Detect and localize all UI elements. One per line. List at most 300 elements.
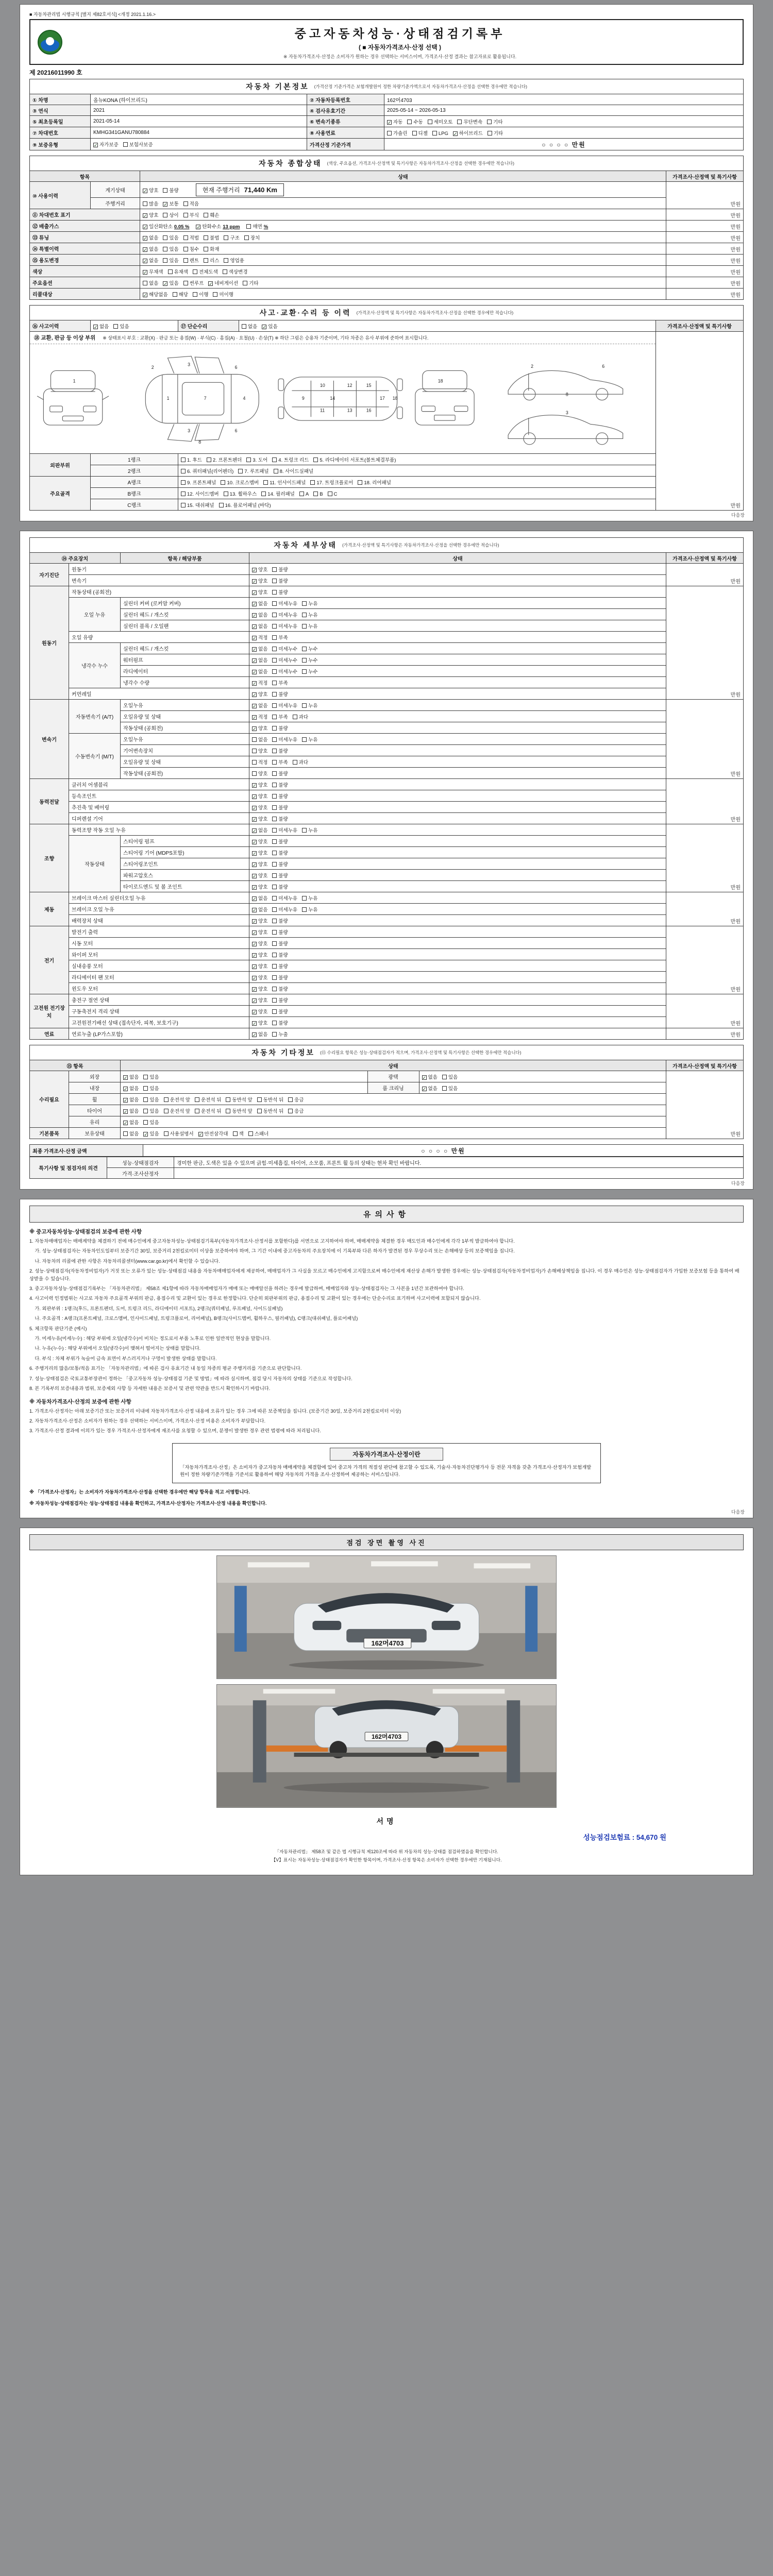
checkbox-B[interactable] <box>313 492 318 496</box>
notice-line: 나. 누유(누수) : 해당 부위에서 오일(냉각수)이 맺혀서 떨어지는 상태를 말합니다. <box>29 1346 201 1351</box>
checkbox-디젤[interactable] <box>412 131 417 135</box>
checkbox-양호[interactable]: ✓ <box>253 885 257 890</box>
checkbox-누유[interactable] <box>302 896 307 901</box>
checkbox-불량[interactable] <box>272 851 277 855</box>
checkbox-누출[interactable] <box>272 1032 277 1037</box>
header-cell <box>121 1060 666 1071</box>
checkbox-미세누수[interactable] <box>272 658 277 663</box>
checkbox-label: 해당없음 <box>149 292 168 298</box>
checkbox-불법[interactable] <box>204 235 208 240</box>
checkbox-장치[interactable] <box>244 235 249 240</box>
checkbox-무채색[interactable]: ✓ <box>143 269 147 275</box>
checkbox-2. 프론트펜더[interactable] <box>207 457 211 462</box>
checkbox-있음[interactable] <box>143 1109 148 1113</box>
diagram-part-number: 1 <box>73 378 76 384</box>
checkbox-15. 대쉬패널[interactable] <box>181 503 186 507</box>
checkbox-불량[interactable] <box>272 919 277 923</box>
checkbox-17. 트렁크플로어[interactable] <box>310 480 315 485</box>
checkbox-없음[interactable]: ✓ <box>253 613 257 618</box>
table-row <box>30 1145 744 1157</box>
checkbox-label: 없음 <box>258 1031 268 1038</box>
checkbox-11. 인사이드패널[interactable] <box>263 480 268 485</box>
checkbox-있음[interactable]: ✓ <box>163 281 167 286</box>
checkbox-있음[interactable] <box>113 324 118 329</box>
checkbox-누유[interactable] <box>302 828 307 833</box>
checkbox-스패너[interactable] <box>248 1131 253 1136</box>
checkbox-4. 트렁크 리드[interactable] <box>272 457 277 462</box>
checkbox-미세누유[interactable] <box>272 907 277 912</box>
checkbox-option <box>252 770 267 777</box>
checkbox-불량[interactable] <box>272 941 277 946</box>
checkbox-18. 리어패널[interactable] <box>358 480 362 485</box>
checkbox-미세누유[interactable] <box>272 737 277 742</box>
checkbox-option <box>252 1008 267 1015</box>
table-row <box>30 182 744 198</box>
table-row <box>30 127 744 139</box>
checkbox-8. 사이드실패널[interactable] <box>274 469 278 473</box>
cell-text: 만원 <box>730 235 741 242</box>
checkbox-불량[interactable] <box>272 964 277 969</box>
cell <box>307 116 384 127</box>
table-row <box>30 477 744 488</box>
checkbox-자동[interactable]: ✓ <box>388 120 392 125</box>
checkbox-있음[interactable] <box>163 235 167 240</box>
checkbox-미세누유[interactable] <box>272 828 277 833</box>
checkbox-불량[interactable] <box>272 873 277 878</box>
checkbox-양호[interactable]: ✓ <box>143 188 147 194</box>
checkbox-label: 운전석 앞 <box>170 1108 191 1114</box>
checkbox-부족[interactable] <box>272 760 277 765</box>
checkbox-누수[interactable] <box>302 647 307 651</box>
table-row <box>30 949 744 960</box>
checkbox-세미오토[interactable] <box>428 120 432 124</box>
table-row <box>30 221 744 232</box>
checkbox-5. 라디에이터 서포트(볼트체결부품)[interactable] <box>313 457 318 462</box>
cell <box>30 564 69 586</box>
checkbox-option <box>163 279 178 286</box>
checkbox-있음[interactable]: ✓ <box>262 324 266 330</box>
checkbox-양호[interactable]: ✓ <box>253 919 257 924</box>
checkbox-없음[interactable]: ✓ <box>253 669 257 675</box>
checkbox-기타[interactable] <box>243 281 247 285</box>
checkbox-부족[interactable] <box>272 681 277 685</box>
checkbox-없음[interactable]: ✓ <box>253 624 257 630</box>
table-row <box>30 643 744 654</box>
checkbox-리스[interactable] <box>204 258 208 263</box>
cell <box>666 700 744 779</box>
checkbox-없음[interactable]: ✓ <box>422 1075 427 1080</box>
checkbox-label: 없음 <box>258 669 268 675</box>
checkbox-양호[interactable]: ✓ <box>253 873 257 879</box>
checkbox-사용설명서[interactable] <box>164 1131 169 1136</box>
checkbox-양호[interactable]: ✓ <box>253 975 257 981</box>
checkbox-cell <box>249 858 666 870</box>
checkbox-option <box>181 456 202 463</box>
checkbox-탄화수소[interactable]: ✓ <box>196 224 201 230</box>
checkbox-기타[interactable] <box>487 120 492 124</box>
checkbox-없음[interactable] <box>123 1131 128 1136</box>
checkbox-양호[interactable]: ✓ <box>253 726 257 732</box>
checkbox-이행[interactable] <box>193 292 197 297</box>
checkbox-동반석 앞[interactable] <box>226 1109 230 1113</box>
checkbox-없음[interactable]: ✓ <box>124 1075 128 1080</box>
checkbox-7. 루프패널[interactable] <box>238 469 243 473</box>
cell <box>30 1028 69 1040</box>
checkbox-동반석 뒤[interactable] <box>257 1097 262 1102</box>
cell-text: 주행거리 <box>105 201 125 207</box>
checkbox-1. 후드[interactable] <box>181 457 186 462</box>
checkbox-미세누유[interactable] <box>272 896 277 901</box>
checkbox-무단변속[interactable] <box>457 120 462 124</box>
checkbox-12. 사이드멤버[interactable] <box>181 492 186 496</box>
checkbox-색상변경[interactable] <box>223 269 227 274</box>
checkbox-기타[interactable] <box>488 131 492 135</box>
diagram-part-number: 8 <box>198 439 201 445</box>
checkbox-불량[interactable] <box>163 188 167 193</box>
checkbox-불량[interactable] <box>272 1021 277 1025</box>
checkbox-양호[interactable]: ✓ <box>143 213 147 218</box>
checkbox-C[interactable] <box>328 492 332 496</box>
checkbox-option <box>272 622 297 630</box>
checkbox-cell <box>140 198 666 209</box>
checkbox-불량[interactable] <box>272 579 277 583</box>
checkbox-label: 일산화탄소 <box>149 224 173 230</box>
checkbox-없음[interactable]: ✓ <box>253 896 257 902</box>
checkbox-양호[interactable]: ✓ <box>253 805 257 811</box>
checkbox-보통[interactable]: ✓ <box>163 201 167 207</box>
checkbox-양호[interactable]: ✓ <box>253 862 257 868</box>
checkbox-없음[interactable]: ✓ <box>124 1120 128 1126</box>
checkbox-운전석 뒤[interactable] <box>195 1109 199 1113</box>
checkbox-3. 도어[interactable] <box>246 457 251 462</box>
cell-text: 상태 <box>398 174 408 180</box>
checkbox-적정[interactable]: ✓ <box>253 681 257 686</box>
cell-text: 항목 <box>79 174 90 180</box>
checkbox-option <box>123 141 153 148</box>
checkbox-불량[interactable] <box>272 771 277 776</box>
checkbox-cell <box>178 454 656 465</box>
checkbox-label: 불량 <box>278 1009 288 1015</box>
checkbox-누유[interactable] <box>302 601 307 606</box>
checkbox-해당[interactable] <box>173 292 177 297</box>
checkbox-cell <box>249 847 666 858</box>
checkbox-cell <box>249 620 666 632</box>
checkbox-option <box>407 118 423 125</box>
cell <box>69 938 249 949</box>
checkbox-운전석 앞[interactable] <box>164 1109 169 1113</box>
checkbox-매연[interactable] <box>246 224 251 229</box>
checkbox-없음[interactable]: ✓ <box>253 1032 257 1038</box>
checkbox-양호[interactable]: ✓ <box>253 817 257 822</box>
checkbox-적정[interactable] <box>252 760 257 765</box>
checkbox-option <box>272 826 297 834</box>
checkbox-화재[interactable] <box>204 247 208 251</box>
checkbox-없음[interactable]: ✓ <box>253 658 257 664</box>
checkbox-option <box>302 611 317 618</box>
checkbox-해당없음[interactable]: ✓ <box>143 292 147 298</box>
checkbox-cell <box>249 949 666 960</box>
checkbox-양호[interactable]: ✓ <box>253 964 257 970</box>
checkbox-있음[interactable] <box>163 258 167 263</box>
checkbox-훼손[interactable] <box>204 213 208 217</box>
checkbox-많음[interactable] <box>143 201 147 206</box>
checkbox-6. 쿼터패널(리어펜더)[interactable] <box>181 469 186 473</box>
cell <box>384 94 744 105</box>
checkbox-option <box>252 668 267 675</box>
checkbox-없음[interactable] <box>252 737 257 742</box>
checkbox-불량[interactable] <box>272 975 277 980</box>
checkbox-양호[interactable]: ✓ <box>253 794 257 800</box>
checkbox-하이브리드[interactable]: ✓ <box>453 131 458 137</box>
cell <box>69 734 121 779</box>
table-row <box>30 1128 744 1139</box>
checkbox-부족[interactable] <box>272 715 277 719</box>
checkbox-가솔린[interactable] <box>387 131 392 135</box>
inspection-photo-1 <box>216 1555 557 1679</box>
checkbox-없음[interactable]: ✓ <box>124 1109 128 1114</box>
checkbox-양호[interactable]: ✓ <box>253 590 257 596</box>
checkbox-label: 부족 <box>278 759 288 766</box>
checkbox-없음[interactable]: ✓ <box>124 1086 128 1092</box>
checkbox-13. 휠하우스[interactable] <box>224 492 228 496</box>
checkbox-양호[interactable]: ✓ <box>253 1021 257 1026</box>
checkbox-수동[interactable] <box>407 120 412 124</box>
checkbox-양호[interactable]: ✓ <box>253 851 257 856</box>
cell-text: 올뉴KONA (하이브리드) <box>93 97 147 104</box>
checkbox-보험사보증[interactable] <box>123 142 128 147</box>
checkbox-있음[interactable] <box>163 247 167 251</box>
checkbox-option <box>93 323 109 330</box>
checkbox-자가보증[interactable]: ✓ <box>94 143 98 148</box>
checkbox-불량[interactable] <box>272 590 277 595</box>
checkbox-양호[interactable]: ✓ <box>253 567 257 573</box>
basic-info-section-title <box>29 79 744 94</box>
cell-text: 워터펌프 <box>123 658 143 664</box>
checkbox-침수[interactable] <box>183 247 188 251</box>
checkbox-적정[interactable]: ✓ <box>253 715 257 720</box>
checkbox-불량[interactable] <box>272 749 277 753</box>
checkbox-부식[interactable] <box>183 213 188 217</box>
checkbox-없음[interactable]: ✓ <box>253 907 257 913</box>
checkbox-누유[interactable] <box>302 624 307 629</box>
checkbox-미세누유[interactable] <box>272 624 277 629</box>
checkbox-label: 누유 <box>308 703 318 709</box>
checkbox-렌트[interactable] <box>183 258 188 263</box>
checkbox-있음[interactable] <box>143 1097 148 1102</box>
checkbox-없음[interactable]: ✓ <box>143 258 147 264</box>
checkbox-불량[interactable] <box>272 862 277 867</box>
checkbox-없음[interactable]: ✓ <box>143 247 147 252</box>
checkbox-option <box>272 611 297 618</box>
checkbox-운전석 뒤[interactable] <box>195 1097 199 1102</box>
checkbox-과다[interactable] <box>293 760 297 765</box>
checkbox-불량[interactable] <box>272 567 277 572</box>
checkbox-미세누유[interactable] <box>272 703 277 708</box>
checkbox-label: 잭 <box>239 1131 244 1137</box>
checkbox-있음[interactable]: ✓ <box>144 1131 148 1137</box>
checkbox-label: 적정 <box>258 680 268 686</box>
next-page-label: 다음장 <box>731 513 745 518</box>
checkbox-상이[interactable] <box>163 213 167 217</box>
checkbox-과다[interactable] <box>293 715 297 719</box>
cell <box>30 139 91 150</box>
checkbox-적정[interactable]: ✓ <box>253 635 257 641</box>
checkbox-네비게이션[interactable]: ✓ <box>209 281 213 286</box>
checkbox-없음[interactable]: ✓ <box>253 647 257 652</box>
checkbox-option <box>442 1084 458 1092</box>
checkbox-없음[interactable]: ✓ <box>253 703 257 709</box>
checkbox-누유[interactable] <box>302 737 307 742</box>
checkbox-양호[interactable]: ✓ <box>253 579 257 584</box>
cell <box>69 688 249 700</box>
checkbox-없음[interactable]: ✓ <box>94 324 98 330</box>
checkbox-안전삼각대[interactable]: ✓ <box>198 1131 203 1137</box>
checkbox-미세누수[interactable] <box>272 647 277 651</box>
checkbox-양호[interactable]: ✓ <box>253 839 257 845</box>
checkbox-불량[interactable] <box>272 998 277 1003</box>
checkbox-미이행[interactable] <box>213 292 217 297</box>
checkbox-잭[interactable] <box>233 1131 238 1136</box>
checkbox-없음[interactable]: ✓ <box>124 1097 128 1103</box>
cell <box>69 994 249 1006</box>
cell-text: 가격·조사산정자 <box>122 1171 159 1177</box>
cell-text: KMHG341GANU780884 <box>93 130 149 135</box>
checkbox-구조[interactable] <box>224 235 228 240</box>
checkbox-14. 필러패널[interactable] <box>261 492 266 496</box>
checkbox-label: 없음 <box>129 1086 139 1092</box>
checkbox-없음[interactable]: ✓ <box>422 1086 427 1092</box>
checkbox-양호[interactable]: ✓ <box>253 953 257 958</box>
checkbox-적법[interactable] <box>183 235 188 240</box>
checkbox-불량[interactable] <box>272 783 277 787</box>
checkbox-유채색[interactable] <box>168 269 173 274</box>
checkbox-label: 적법 <box>189 235 199 241</box>
checkbox-있음[interactable] <box>442 1086 447 1091</box>
checkbox-label: 불량 <box>278 918 288 924</box>
checkbox-없음[interactable]: ✓ <box>253 828 257 834</box>
checkbox-양호[interactable] <box>252 771 257 776</box>
checkbox-동반석 앞[interactable] <box>226 1097 230 1102</box>
checkbox-option <box>181 479 216 486</box>
cell <box>666 564 744 586</box>
cell-text: 브레이크 마스터 실린더오일 누유 <box>72 896 146 902</box>
overall-section-title <box>29 156 744 171</box>
checkbox-없음[interactable]: ✓ <box>143 235 147 241</box>
checkbox-누유[interactable] <box>302 703 307 708</box>
checkbox-option <box>387 118 402 125</box>
checkbox-label: 불량 <box>278 997 288 1004</box>
checkbox-양호[interactable]: ✓ <box>253 998 257 1004</box>
checkbox-label: 미세누유 <box>278 907 298 913</box>
checkbox-label: 양호 <box>258 578 268 584</box>
checkbox-없음[interactable] <box>242 324 246 329</box>
checkbox-cell <box>249 892 666 904</box>
checkbox-영업용[interactable] <box>224 258 228 263</box>
checkbox-불량[interactable] <box>272 805 277 810</box>
checkbox-10. 크로스멤버[interactable] <box>221 480 225 485</box>
checkbox-있음[interactable] <box>143 1086 148 1091</box>
checkbox-양호[interactable]: ✓ <box>253 783 257 788</box>
checkbox-불량[interactable] <box>272 930 277 935</box>
checkbox-불량[interactable] <box>272 885 277 889</box>
checkbox-양호[interactable]: ✓ <box>253 941 257 947</box>
cell <box>666 926 744 994</box>
table-row <box>30 1105 744 1116</box>
checkbox-동반석 뒤[interactable] <box>257 1109 262 1113</box>
checkbox-썬루프[interactable] <box>183 281 188 285</box>
checkbox-cell <box>249 1028 666 1040</box>
checkbox-LPG[interactable] <box>432 131 437 135</box>
checkbox-양호[interactable]: ✓ <box>253 987 257 992</box>
checkbox-label: 장치 <box>250 235 260 241</box>
checkbox-양호[interactable]: ✓ <box>253 692 257 698</box>
checkbox-option <box>272 588 288 596</box>
checkbox-option <box>252 611 267 618</box>
checkbox-option <box>293 758 308 766</box>
checkbox-9. 프론트패널[interactable] <box>181 480 186 485</box>
checkbox-label: 있음 <box>448 1086 458 1092</box>
checkbox-option <box>252 747 267 754</box>
checkbox-있음[interactable] <box>143 1075 148 1079</box>
checkbox-option <box>204 245 219 252</box>
checkbox-누수[interactable] <box>302 658 307 663</box>
cell-text: ③ 연식 <box>32 108 48 114</box>
checkbox-운전석 앞[interactable] <box>164 1097 169 1102</box>
checkbox-미세누유[interactable] <box>272 613 277 617</box>
checkbox-적음[interactable] <box>183 201 188 206</box>
checkbox-미세누수[interactable] <box>272 669 277 674</box>
checkbox-label: 양호 <box>258 952 268 958</box>
checkbox-불량[interactable] <box>272 839 277 844</box>
checkbox-불량[interactable] <box>272 794 277 799</box>
inspector-opinion-table <box>29 1157 744 1179</box>
notice-line: 5. 체크항목 판단기준 (예시) <box>29 1326 87 1331</box>
checkbox-option <box>272 702 297 709</box>
checkbox-option <box>113 323 129 330</box>
checkbox-label: 구조 <box>230 235 240 241</box>
diagram-part-number: 2 <box>531 364 533 369</box>
checkbox-A[interactable] <box>299 492 304 496</box>
checkbox-불량[interactable] <box>272 817 277 821</box>
checkbox-없음[interactable] <box>143 281 147 285</box>
checkbox-불량[interactable] <box>272 953 277 957</box>
checkbox-cell <box>140 232 666 243</box>
checkbox-전체도색[interactable] <box>193 269 197 274</box>
checkbox-불량[interactable] <box>272 1009 277 1014</box>
checkbox-16. 플로어패널 (바닥)[interactable] <box>219 503 224 507</box>
checkbox-누수[interactable] <box>302 669 307 674</box>
checkbox-일산화탄소[interactable]: ✓ <box>143 224 147 230</box>
cell-text: 계기상태 <box>105 188 125 194</box>
cell <box>384 105 744 116</box>
checkbox-불량[interactable] <box>272 692 277 697</box>
checkbox-누유[interactable] <box>302 613 307 617</box>
checkbox-양호[interactable]: ✓ <box>253 930 257 936</box>
checkbox-미세누유[interactable] <box>272 601 277 606</box>
checkbox-부족[interactable] <box>272 635 277 640</box>
checkbox-누유[interactable] <box>302 907 307 912</box>
checkbox-불량[interactable] <box>272 987 277 991</box>
checkbox-응급[interactable] <box>288 1109 293 1113</box>
checkbox-없음[interactable]: ✓ <box>253 601 257 607</box>
checkbox-불량[interactable] <box>272 726 277 731</box>
checkbox-응급[interactable] <box>288 1097 293 1102</box>
checkbox-있음[interactable] <box>143 1120 148 1125</box>
checkbox-option <box>302 894 317 902</box>
checkbox-양호[interactable]: ✓ <box>253 1009 257 1015</box>
checkbox-있음[interactable] <box>442 1075 447 1079</box>
checkbox-양호[interactable] <box>252 749 257 753</box>
